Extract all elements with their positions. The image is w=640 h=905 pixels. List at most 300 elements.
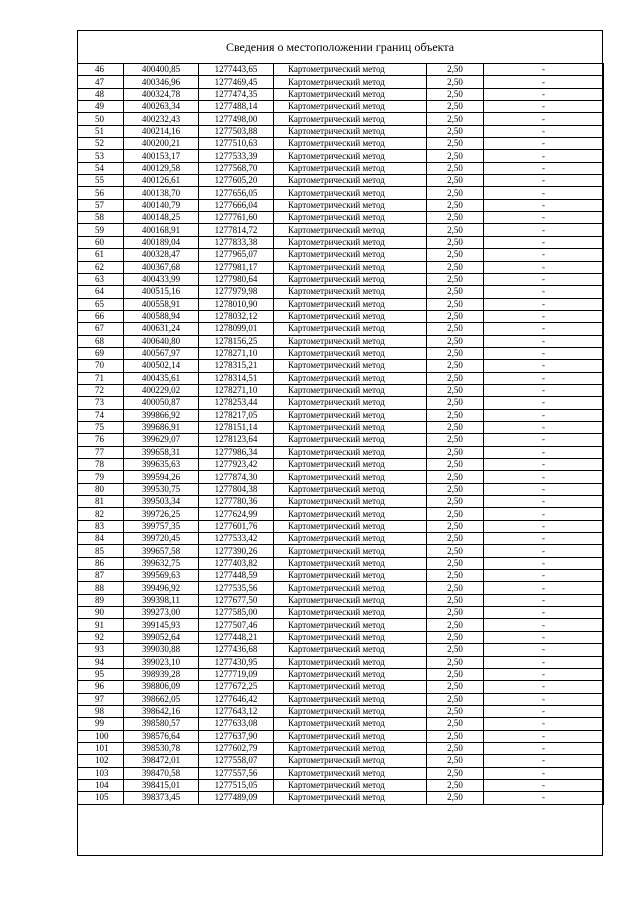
y-coordinate-cell: 1278151,14 xyxy=(199,421,274,433)
x-coordinate-cell: 400328,47 xyxy=(124,249,199,261)
accuracy-cell: 2,50 xyxy=(427,557,484,569)
x-coordinate-cell: 399530,75 xyxy=(124,483,199,495)
method-cell: Картометрический метод xyxy=(274,755,427,767)
description-cell: - xyxy=(484,545,604,557)
accuracy-cell: 2,50 xyxy=(427,718,484,730)
y-coordinate-cell: 1277443,65 xyxy=(199,64,274,76)
boundary-points-table xyxy=(77,63,604,805)
x-coordinate-cell: 400214,16 xyxy=(124,125,199,137)
point-number-cell: 56 xyxy=(78,187,124,199)
accuracy-cell: 2,50 xyxy=(427,199,484,211)
description-cell: - xyxy=(484,224,604,236)
method-cell: Картометрический метод xyxy=(274,384,427,396)
table-row xyxy=(78,767,604,779)
description-cell: - xyxy=(484,236,604,248)
accuracy-cell: 2,50 xyxy=(427,742,484,754)
x-coordinate-cell: 400502,14 xyxy=(124,360,199,372)
accuracy-cell: 2,50 xyxy=(427,64,484,76)
accuracy-cell: 2,50 xyxy=(427,138,484,150)
point-number-cell: 76 xyxy=(78,434,124,446)
point-number-cell: 59 xyxy=(78,224,124,236)
description-cell: - xyxy=(484,199,604,211)
y-coordinate-cell: 1277498,00 xyxy=(199,113,274,125)
table-row xyxy=(78,520,604,532)
x-coordinate-cell: 400200,21 xyxy=(124,138,199,150)
description-cell: - xyxy=(484,533,604,545)
description-cell: - xyxy=(484,779,604,791)
x-coordinate-cell: 399030,88 xyxy=(124,644,199,656)
description-cell: - xyxy=(484,310,604,322)
method-cell: Картометрический метод xyxy=(274,360,427,372)
accuracy-cell: 2,50 xyxy=(427,545,484,557)
point-number-cell: 99 xyxy=(78,718,124,730)
description-cell: - xyxy=(484,88,604,100)
accuracy-cell: 2,50 xyxy=(427,286,484,298)
document-frame xyxy=(77,30,603,856)
method-cell: Картометрический метод xyxy=(274,459,427,471)
method-cell: Картометрический метод xyxy=(274,471,427,483)
table-row xyxy=(78,335,604,347)
table-row xyxy=(78,150,604,162)
point-number-cell: 97 xyxy=(78,693,124,705)
x-coordinate-cell: 400567,97 xyxy=(124,347,199,359)
y-coordinate-cell: 1277981,17 xyxy=(199,261,274,273)
point-number-cell: 82 xyxy=(78,508,124,520)
accuracy-cell: 2,50 xyxy=(427,360,484,372)
table-row xyxy=(78,668,604,680)
y-coordinate-cell: 1277533,42 xyxy=(199,533,274,545)
x-coordinate-cell: 399398,11 xyxy=(124,594,199,606)
y-coordinate-cell: 1277585,00 xyxy=(199,607,274,619)
accuracy-cell: 2,50 xyxy=(427,261,484,273)
description-cell: - xyxy=(484,421,604,433)
point-number-cell: 73 xyxy=(78,397,124,409)
x-coordinate-cell: 398530,78 xyxy=(124,742,199,754)
method-cell: Картометрический метод xyxy=(274,212,427,224)
description-cell: - xyxy=(484,323,604,335)
y-coordinate-cell: 1277719,09 xyxy=(199,668,274,680)
table-row xyxy=(78,64,604,76)
point-number-cell: 47 xyxy=(78,76,124,88)
x-coordinate-cell: 400263,34 xyxy=(124,101,199,113)
description-cell: - xyxy=(484,607,604,619)
point-number-cell: 90 xyxy=(78,607,124,619)
x-coordinate-cell: 400189,04 xyxy=(124,236,199,248)
accuracy-cell: 2,50 xyxy=(427,372,484,384)
description-cell: - xyxy=(484,187,604,199)
y-coordinate-cell: 1277507,46 xyxy=(199,619,274,631)
y-coordinate-cell: 1277533,39 xyxy=(199,150,274,162)
method-cell: Картометрический метод xyxy=(274,693,427,705)
description-cell: - xyxy=(484,582,604,594)
table-row xyxy=(78,298,604,310)
accuracy-cell: 2,50 xyxy=(427,631,484,643)
method-cell: Картометрический метод xyxy=(274,113,427,125)
description-cell: - xyxy=(484,273,604,285)
y-coordinate-cell: 1278010,90 xyxy=(199,298,274,310)
y-coordinate-cell: 1277979,98 xyxy=(199,286,274,298)
description-cell: - xyxy=(484,384,604,396)
y-coordinate-cell: 1277510,63 xyxy=(199,138,274,150)
table-row xyxy=(78,347,604,359)
point-number-cell: 75 xyxy=(78,421,124,433)
y-coordinate-cell: 1278217,05 xyxy=(199,409,274,421)
x-coordinate-cell: 398373,45 xyxy=(124,792,199,804)
x-coordinate-cell: 400400,85 xyxy=(124,64,199,76)
accuracy-cell: 2,50 xyxy=(427,125,484,137)
point-number-cell: 72 xyxy=(78,384,124,396)
table-row xyxy=(78,471,604,483)
x-coordinate-cell: 400346,96 xyxy=(124,76,199,88)
accuracy-cell: 2,50 xyxy=(427,101,484,113)
method-cell: Картометрический метод xyxy=(274,335,427,347)
y-coordinate-cell: 1277515,05 xyxy=(199,779,274,791)
table-row xyxy=(78,508,604,520)
table-body xyxy=(78,64,604,805)
y-coordinate-cell: 1277780,36 xyxy=(199,496,274,508)
accuracy-cell: 2,50 xyxy=(427,347,484,359)
y-coordinate-cell: 1277677,50 xyxy=(199,594,274,606)
accuracy-cell: 2,50 xyxy=(427,150,484,162)
y-coordinate-cell: 1277804,38 xyxy=(199,483,274,495)
method-cell: Картометрический метод xyxy=(274,150,427,162)
x-coordinate-cell: 399726,25 xyxy=(124,508,199,520)
table-row xyxy=(78,496,604,508)
method-cell: Картометрический метод xyxy=(274,730,427,742)
table-row xyxy=(78,421,604,433)
method-cell: Картометрический метод xyxy=(274,249,427,261)
x-coordinate-cell: 400140,79 xyxy=(124,199,199,211)
x-coordinate-cell: 399658,31 xyxy=(124,446,199,458)
x-coordinate-cell: 398662,05 xyxy=(124,693,199,705)
y-coordinate-cell: 1277874,30 xyxy=(199,471,274,483)
description-cell: - xyxy=(484,162,604,174)
y-coordinate-cell: 1277448,59 xyxy=(199,570,274,582)
accuracy-cell: 2,50 xyxy=(427,730,484,742)
method-cell: Картометрический метод xyxy=(274,792,427,804)
y-coordinate-cell: 1277469,45 xyxy=(199,76,274,88)
x-coordinate-cell: 399720,45 xyxy=(124,533,199,545)
y-coordinate-cell: 1278099,01 xyxy=(199,323,274,335)
description-cell: - xyxy=(484,459,604,471)
method-cell: Картометрический метод xyxy=(274,483,427,495)
description-cell: - xyxy=(484,742,604,754)
accuracy-cell: 2,50 xyxy=(427,779,484,791)
table-row xyxy=(78,125,604,137)
x-coordinate-cell: 400138,70 xyxy=(124,187,199,199)
x-coordinate-cell: 400148,25 xyxy=(124,212,199,224)
accuracy-cell: 2,50 xyxy=(427,619,484,631)
x-coordinate-cell: 400168,91 xyxy=(124,224,199,236)
point-number-cell: 65 xyxy=(78,298,124,310)
point-number-cell: 74 xyxy=(78,409,124,421)
point-number-cell: 83 xyxy=(78,520,124,532)
table-row xyxy=(78,310,604,322)
y-coordinate-cell: 1277965,07 xyxy=(199,249,274,261)
point-number-cell: 89 xyxy=(78,594,124,606)
table-row xyxy=(78,594,604,606)
y-coordinate-cell: 1277624,99 xyxy=(199,508,274,520)
table-row xyxy=(78,236,604,248)
point-number-cell: 71 xyxy=(78,372,124,384)
accuracy-cell: 2,50 xyxy=(427,582,484,594)
table-row xyxy=(78,88,604,100)
description-cell: - xyxy=(484,409,604,421)
y-coordinate-cell: 1277637,90 xyxy=(199,730,274,742)
y-coordinate-cell: 1277986,34 xyxy=(199,446,274,458)
description-cell: - xyxy=(484,298,604,310)
table-row xyxy=(78,360,604,372)
point-number-cell: 91 xyxy=(78,619,124,631)
y-coordinate-cell: 1277448,21 xyxy=(199,631,274,643)
method-cell: Картометрический метод xyxy=(274,496,427,508)
table-row xyxy=(78,755,604,767)
point-number-cell: 66 xyxy=(78,310,124,322)
point-number-cell: 63 xyxy=(78,273,124,285)
description-cell: - xyxy=(484,730,604,742)
table-row xyxy=(78,224,604,236)
accuracy-cell: 2,50 xyxy=(427,421,484,433)
table-row xyxy=(78,409,604,421)
point-number-cell: 94 xyxy=(78,656,124,668)
table-row xyxy=(78,212,604,224)
x-coordinate-cell: 400367,68 xyxy=(124,261,199,273)
accuracy-cell: 2,50 xyxy=(427,175,484,187)
point-number-cell: 95 xyxy=(78,668,124,680)
x-coordinate-cell: 398576,64 xyxy=(124,730,199,742)
description-cell: - xyxy=(484,693,604,705)
table-row xyxy=(78,619,604,631)
x-coordinate-cell: 398939,28 xyxy=(124,668,199,680)
x-coordinate-cell: 400050,87 xyxy=(124,397,199,409)
point-number-cell: 92 xyxy=(78,631,124,643)
method-cell: Картометрический метод xyxy=(274,347,427,359)
x-coordinate-cell: 399273,00 xyxy=(124,607,199,619)
table-row xyxy=(78,607,604,619)
method-cell: Картометрический метод xyxy=(274,705,427,717)
table-row xyxy=(78,323,604,335)
method-cell: Картометрический метод xyxy=(274,557,427,569)
description-cell: - xyxy=(484,397,604,409)
accuracy-cell: 2,50 xyxy=(427,644,484,656)
x-coordinate-cell: 399866,92 xyxy=(124,409,199,421)
table-row xyxy=(78,101,604,113)
method-cell: Картометрический метод xyxy=(274,224,427,236)
method-cell: Картометрический метод xyxy=(274,718,427,730)
table-row xyxy=(78,718,604,730)
x-coordinate-cell: 399569,63 xyxy=(124,570,199,582)
y-coordinate-cell: 1278156,25 xyxy=(199,335,274,347)
table-row xyxy=(78,286,604,298)
point-number-cell: 84 xyxy=(78,533,124,545)
accuracy-cell: 2,50 xyxy=(427,792,484,804)
method-cell: Картометрический метод xyxy=(274,199,427,211)
accuracy-cell: 2,50 xyxy=(427,459,484,471)
table-row xyxy=(78,76,604,88)
table-row xyxy=(78,705,604,717)
table-row xyxy=(78,656,604,668)
point-number-cell: 98 xyxy=(78,705,124,717)
x-coordinate-cell: 399023,10 xyxy=(124,656,199,668)
point-number-cell: 100 xyxy=(78,730,124,742)
y-coordinate-cell: 1277643,12 xyxy=(199,705,274,717)
accuracy-cell: 2,50 xyxy=(427,533,484,545)
x-coordinate-cell: 398580,57 xyxy=(124,718,199,730)
y-coordinate-cell: 1277390,26 xyxy=(199,545,274,557)
accuracy-cell: 2,50 xyxy=(427,607,484,619)
x-coordinate-cell: 400435,61 xyxy=(124,372,199,384)
y-coordinate-cell: 1277602,79 xyxy=(199,742,274,754)
x-coordinate-cell: 399496,92 xyxy=(124,582,199,594)
y-coordinate-cell: 1277923,42 xyxy=(199,459,274,471)
accuracy-cell: 2,50 xyxy=(427,384,484,396)
point-number-cell: 48 xyxy=(78,88,124,100)
point-number-cell: 61 xyxy=(78,249,124,261)
table-row xyxy=(78,162,604,174)
accuracy-cell: 2,50 xyxy=(427,755,484,767)
description-cell: - xyxy=(484,557,604,569)
y-coordinate-cell: 1277557,56 xyxy=(199,767,274,779)
method-cell: Картометрический метод xyxy=(274,533,427,545)
description-cell: - xyxy=(484,483,604,495)
x-coordinate-cell: 399632,75 xyxy=(124,557,199,569)
y-coordinate-cell: 1277814,72 xyxy=(199,224,274,236)
point-number-cell: 101 xyxy=(78,742,124,754)
accuracy-cell: 2,50 xyxy=(427,88,484,100)
accuracy-cell: 2,50 xyxy=(427,446,484,458)
description-cell: - xyxy=(484,705,604,717)
accuracy-cell: 2,50 xyxy=(427,335,484,347)
accuracy-cell: 2,50 xyxy=(427,249,484,261)
method-cell: Картометрический метод xyxy=(274,644,427,656)
description-cell: - xyxy=(484,64,604,76)
description-cell: - xyxy=(484,508,604,520)
point-number-cell: 53 xyxy=(78,150,124,162)
point-number-cell: 102 xyxy=(78,755,124,767)
x-coordinate-cell: 399594,26 xyxy=(124,471,199,483)
accuracy-cell: 2,50 xyxy=(427,508,484,520)
method-cell: Картометрический метод xyxy=(274,508,427,520)
table-row xyxy=(78,261,604,273)
method-cell: Картометрический метод xyxy=(274,656,427,668)
accuracy-cell: 2,50 xyxy=(427,767,484,779)
point-number-cell: 69 xyxy=(78,347,124,359)
method-cell: Картометрический метод xyxy=(274,594,427,606)
x-coordinate-cell: 398642,16 xyxy=(124,705,199,717)
x-coordinate-cell: 398415,01 xyxy=(124,779,199,791)
point-number-cell: 85 xyxy=(78,545,124,557)
method-cell: Картометрический метод xyxy=(274,409,427,421)
y-coordinate-cell: 1277535,56 xyxy=(199,582,274,594)
description-cell: - xyxy=(484,261,604,273)
table-row xyxy=(78,138,604,150)
description-cell: - xyxy=(484,138,604,150)
point-number-cell: 96 xyxy=(78,681,124,693)
description-cell: - xyxy=(484,175,604,187)
document-title: Сведения о местоположении границ объекта xyxy=(225,40,455,54)
description-cell: - xyxy=(484,286,604,298)
accuracy-cell: 2,50 xyxy=(427,76,484,88)
point-number-cell: 80 xyxy=(78,483,124,495)
accuracy-cell: 2,50 xyxy=(427,594,484,606)
accuracy-cell: 2,50 xyxy=(427,397,484,409)
point-number-cell: 54 xyxy=(78,162,124,174)
method-cell: Картометрический метод xyxy=(274,446,427,458)
method-cell: Картометрический метод xyxy=(274,101,427,113)
accuracy-cell: 2,50 xyxy=(427,520,484,532)
accuracy-cell: 2,50 xyxy=(427,496,484,508)
point-number-cell: 57 xyxy=(78,199,124,211)
y-coordinate-cell: 1278123,64 xyxy=(199,434,274,446)
method-cell: Картометрический метод xyxy=(274,175,427,187)
description-cell: - xyxy=(484,570,604,582)
point-number-cell: 46 xyxy=(78,64,124,76)
accuracy-cell: 2,50 xyxy=(427,224,484,236)
point-number-cell: 79 xyxy=(78,471,124,483)
description-cell: - xyxy=(484,446,604,458)
y-coordinate-cell: 1277672,25 xyxy=(199,681,274,693)
table-row xyxy=(78,397,604,409)
point-number-cell: 50 xyxy=(78,113,124,125)
table-row xyxy=(78,644,604,656)
method-cell: Картометрический метод xyxy=(274,372,427,384)
table-row xyxy=(78,533,604,545)
point-number-cell: 105 xyxy=(78,792,124,804)
table-row xyxy=(78,199,604,211)
table-row xyxy=(78,545,604,557)
x-coordinate-cell: 400640,80 xyxy=(124,335,199,347)
x-coordinate-cell: 399686,91 xyxy=(124,421,199,433)
y-coordinate-cell: 1277601,76 xyxy=(199,520,274,532)
point-number-cell: 52 xyxy=(78,138,124,150)
description-cell: - xyxy=(484,212,604,224)
method-cell: Картометрический метод xyxy=(274,310,427,322)
method-cell: Картометрический метод xyxy=(274,631,427,643)
method-cell: Картометрический метод xyxy=(274,570,427,582)
table-row xyxy=(78,483,604,495)
y-coordinate-cell: 1277656,05 xyxy=(199,187,274,199)
method-cell: Картометрический метод xyxy=(274,273,427,285)
y-coordinate-cell: 1278271,10 xyxy=(199,384,274,396)
point-number-cell: 103 xyxy=(78,767,124,779)
x-coordinate-cell: 398806,09 xyxy=(124,681,199,693)
table-row xyxy=(78,273,604,285)
description-cell: - xyxy=(484,347,604,359)
method-cell: Картометрический метод xyxy=(274,545,427,557)
method-cell: Картометрический метод xyxy=(274,397,427,409)
description-cell: - xyxy=(484,767,604,779)
method-cell: Картометрический метод xyxy=(274,434,427,446)
x-coordinate-cell: 400433,99 xyxy=(124,273,199,285)
accuracy-cell: 2,50 xyxy=(427,187,484,199)
x-coordinate-cell: 400229,02 xyxy=(124,384,199,396)
accuracy-cell: 2,50 xyxy=(427,113,484,125)
point-number-cell: 78 xyxy=(78,459,124,471)
method-cell: Картометрический метод xyxy=(274,64,427,76)
table-row xyxy=(78,459,604,471)
method-cell: Картометрический метод xyxy=(274,88,427,100)
point-number-cell: 87 xyxy=(78,570,124,582)
point-number-cell: 68 xyxy=(78,335,124,347)
method-cell: Картометрический метод xyxy=(274,520,427,532)
table-row xyxy=(78,779,604,791)
table-row xyxy=(78,730,604,742)
description-cell: - xyxy=(484,101,604,113)
description-cell: - xyxy=(484,619,604,631)
y-coordinate-cell: 1277568,70 xyxy=(199,162,274,174)
y-coordinate-cell: 1277489,09 xyxy=(199,792,274,804)
description-cell: - xyxy=(484,360,604,372)
